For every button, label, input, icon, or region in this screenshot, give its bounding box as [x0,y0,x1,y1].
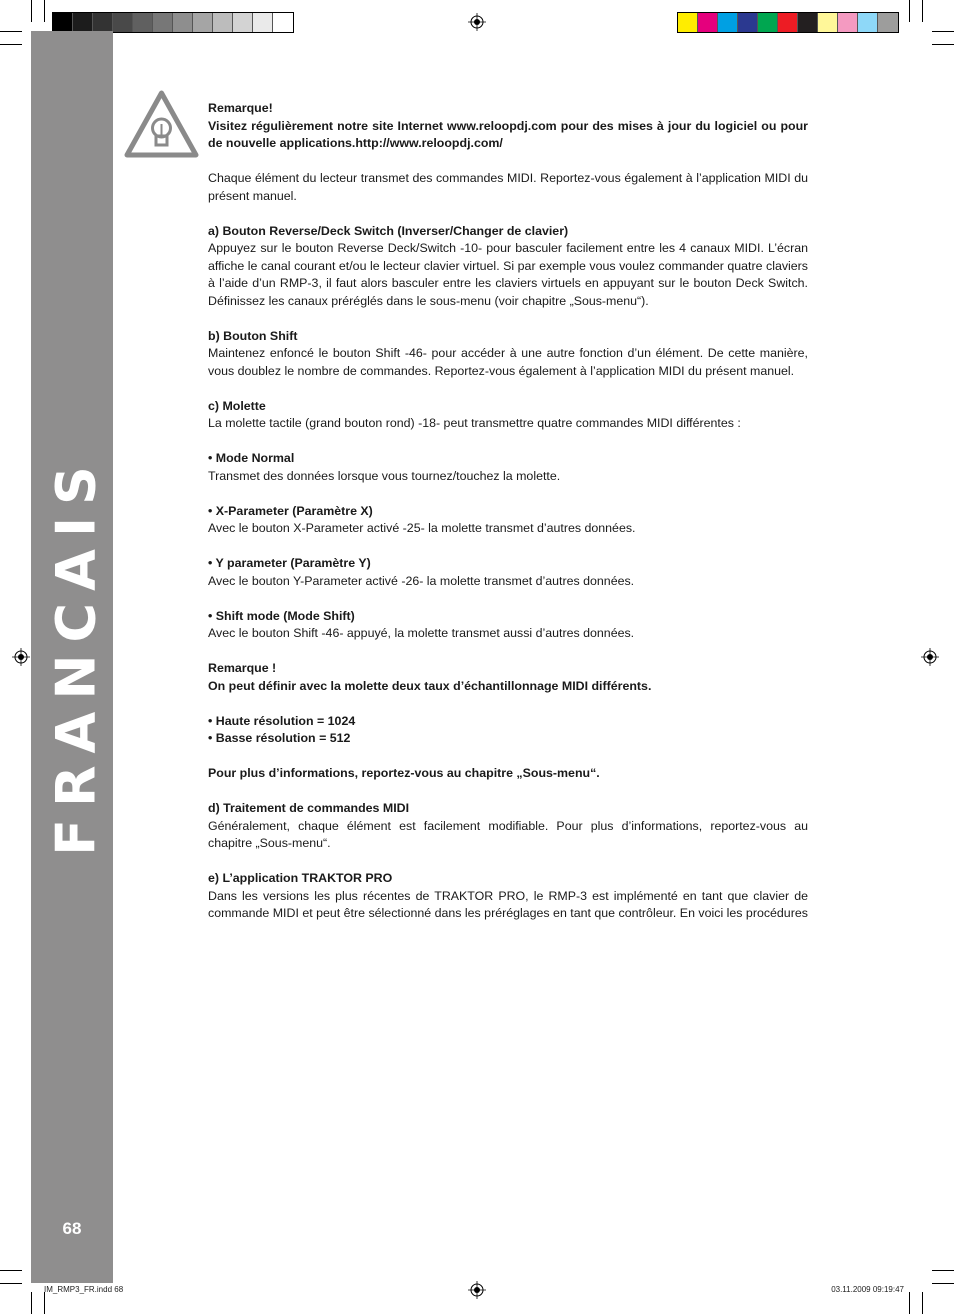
registration-mark-icon [12,648,30,666]
page-number: 68 [62,1219,82,1238]
notice-text: Visitez régulièrement notre site Internet www.reloopdj.com pour des mises à jour du logiciel ou pour de nouvelle applications.http://www.reloopdj.com/ [208,118,808,150]
section-a-text: Appuyez sur le bouton Reverse Deck/Switch -10- pour basculer facilement entre les 4 canaux MIDI. L’écran affiche le canal courant et/ou le lecteur clavier virtuel. Si par exemple vous voulez commander quatre claviers à l’aide d’un RMP-3, il faut alors basculer entre les claviers virtuels en appuyant sur le bouton Deck Switch. Définissez les canaux préréglés dans le sous-menu (voir chapitre „Sous-menu“). [208,241,808,308]
crop-mark [31,0,32,22]
crop-mark [932,44,954,45]
registration-mark-icon [468,1281,486,1299]
manual-body [208,100,808,940]
warning-lightbulb-icon [124,90,199,158]
color-swatch [838,13,858,32]
section-e-title: e) L’application TRAKTOR PRO [208,871,393,885]
color-swatch [153,13,173,32]
crop-mark [932,31,954,32]
section-c-title: c) Molette [208,398,266,413]
resolution-high: • Haute résolution = 1024 [208,713,356,728]
color-swatch [193,13,213,32]
process-color-bar [677,12,899,33]
remark-text: On peut définir avec la molette deux taux d’échantillonnage MIDI différents. [208,678,652,693]
mode-text: Avec le bouton Y-Parameter activé -26- la molette transmet d’autres données. [208,573,635,588]
mode-text: Avec le bouton Shift -46- appuyé, la molette transmet aussi d’autres données. [208,626,635,640]
crop-mark [0,31,22,32]
color-swatch [273,13,293,32]
section-e-text: Dans les versions les plus récentes de TRAKTOR PRO, le RMP-3 est implémenté en tant que clavier de commande MIDI et peut être sélectionné dans les préréglages en tant que contrôleur. En voici les procédures [208,888,808,920]
color-swatch [53,13,73,32]
crop-mark [31,1292,32,1314]
crop-mark [44,1292,45,1314]
registration-mark-icon [921,648,939,666]
crop-mark [0,44,22,45]
crop-mark [909,1292,910,1314]
date-slug: 03.11.2009 09:19:47 [831,1285,904,1294]
color-swatch [133,13,153,32]
registration-mark-icon [468,13,486,31]
color-swatch [73,13,93,32]
color-swatch [253,13,273,32]
mode-title: • Y parameter (Paramètre Y) [208,556,371,570]
color-swatch [173,13,193,32]
color-swatch [798,13,818,32]
mode-title: • Shift mode (Mode Shift) [208,608,355,623]
notice-heading: Remarque! [208,101,273,115]
mode-title: • Mode Normal [208,451,295,465]
color-swatch [698,13,718,32]
color-swatch [113,13,133,32]
color-swatch [213,13,233,32]
crop-mark [0,1283,22,1284]
more-info-text: Pour plus d’informations, reportez-vous au chapitre „Sous-menu“. [208,766,600,780]
color-swatch [878,13,898,32]
section-a-title: a) Bouton Reverse/Deck Switch (Inverser/Changer de clavier) [208,223,569,238]
intro-text: Chaque élément du lecteur transmet des commandes MIDI. Reportez-vous également à l’application MIDI du présent manuel. [208,171,808,203]
mode-text: Transmet des données lorsque vous tournez/touchez la molette. [208,468,561,483]
section-b-text: Maintenez enfoncé le bouton Shift -46- pour accéder à une autre fonction d’un élément. De cette manière, vous doublez le nombre de commandes. Reportez-vous également à l’application MIDI du présent manuel. [208,346,808,378]
color-swatch [233,13,253,32]
section-d-text: Généralement, chaque élément est facilement modifiable. Pour plus d’informations, reportez-vous au chapitre „Sous-menu“. [208,818,808,850]
section-c-text: La molette tactile (grand bouton rond) -18- peut transmettre quatre commandes MIDI différentes : [208,416,741,430]
crop-mark [922,0,923,22]
mode-text: Avec le bouton X-Parameter activé -25- la molette transmet d’autres données. [208,521,636,535]
color-swatch [738,13,758,32]
mode-title: • X-Parameter (Paramètre X) [208,503,373,518]
section-d-title: d) Traitement de commandes MIDI [208,801,410,815]
color-swatch [818,13,838,32]
crop-mark [0,1270,22,1271]
crop-mark [909,0,910,22]
color-swatch [758,13,778,32]
color-swatch [778,13,798,32]
file-slug: IM_RMP3_FR.indd 68 [44,1285,124,1294]
color-swatch [678,13,698,32]
crop-mark [922,1292,923,1314]
grayscale-color-bar [52,12,294,33]
resolution-low: • Basse résolution = 512 [208,731,351,745]
crop-mark [932,1270,954,1271]
color-swatch [93,13,113,32]
color-swatch [858,13,878,32]
remark-heading: Remarque ! [208,661,277,675]
crop-mark [932,1283,954,1284]
section-b-title: b) Bouton Shift [208,328,298,343]
crop-mark [44,0,45,22]
color-swatch [718,13,738,32]
language-title: FRANCAIS [44,454,108,856]
